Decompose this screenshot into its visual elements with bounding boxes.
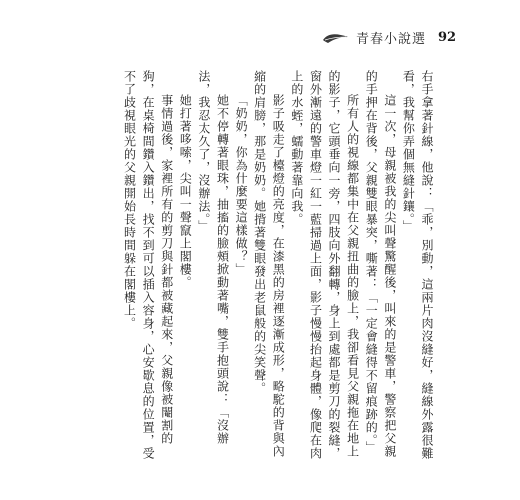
paragraph: 事情過後，家裡所有的剪刀與針都被藏起來，父親像被閹割的狗，在桌椅間鑽入鑽出，找不到可以插入容身，心安歇息的位置，受不了歧視眼光的父親開始長時間躲在閣樓上。 xyxy=(122,70,174,460)
paragraph: 她不停轉著眼珠，抽搐的臉頰掀動著嘴，雙手抱頭說：「沒辦法，我忍太久了，沒辦法。」 xyxy=(196,70,230,445)
paragraph: 影子吸走了檯燈的亮度，在漆黑的房裡逐漸成形，略駝的背與內縮的肩膀，那是奶奶。她揹著雙眼發出老鼠般的尖笑聲。 xyxy=(252,70,286,458)
paragraph: 她打著哆嗦，尖叫一聲竄上閣樓。 xyxy=(178,94,193,289)
paragraph: 右手拿著針線，他說：「乖，別動，這兩片肉沒縫好，縫線外露很難看，我幫你弄個無縫針鑲。」 xyxy=(401,70,434,460)
running-header xyxy=(322,24,482,50)
vertical-text-body xyxy=(94,70,436,460)
book-title: 青春小說選 xyxy=(356,31,427,47)
paragraph: 「奶奶，你為什麼要這樣做？」 xyxy=(234,94,249,276)
page-number: 92 xyxy=(438,29,457,45)
leaf-ornament-icon xyxy=(322,30,350,44)
paragraph: 這一次，母親被我的尖叫聲驚醒後，叫來的是警車，警察把父親的手押在背後，父親雙眼暴突，嘶著：「一定會縫得不留痕跡的。」 xyxy=(364,70,397,458)
paragraph: 所有人的視線都集中在父親扭曲的臉上，我卻看見父親拖在地上的影子，它頭垂向一旁，四肢向外翻轉，身上到處都是剪刀的裂縫，窗外漸遠的警車燈一紅一藍掃過上面，影子慢慢抬起身體，像爬在肉上的水蛭，蠕動著靠向我。 xyxy=(289,70,360,460)
